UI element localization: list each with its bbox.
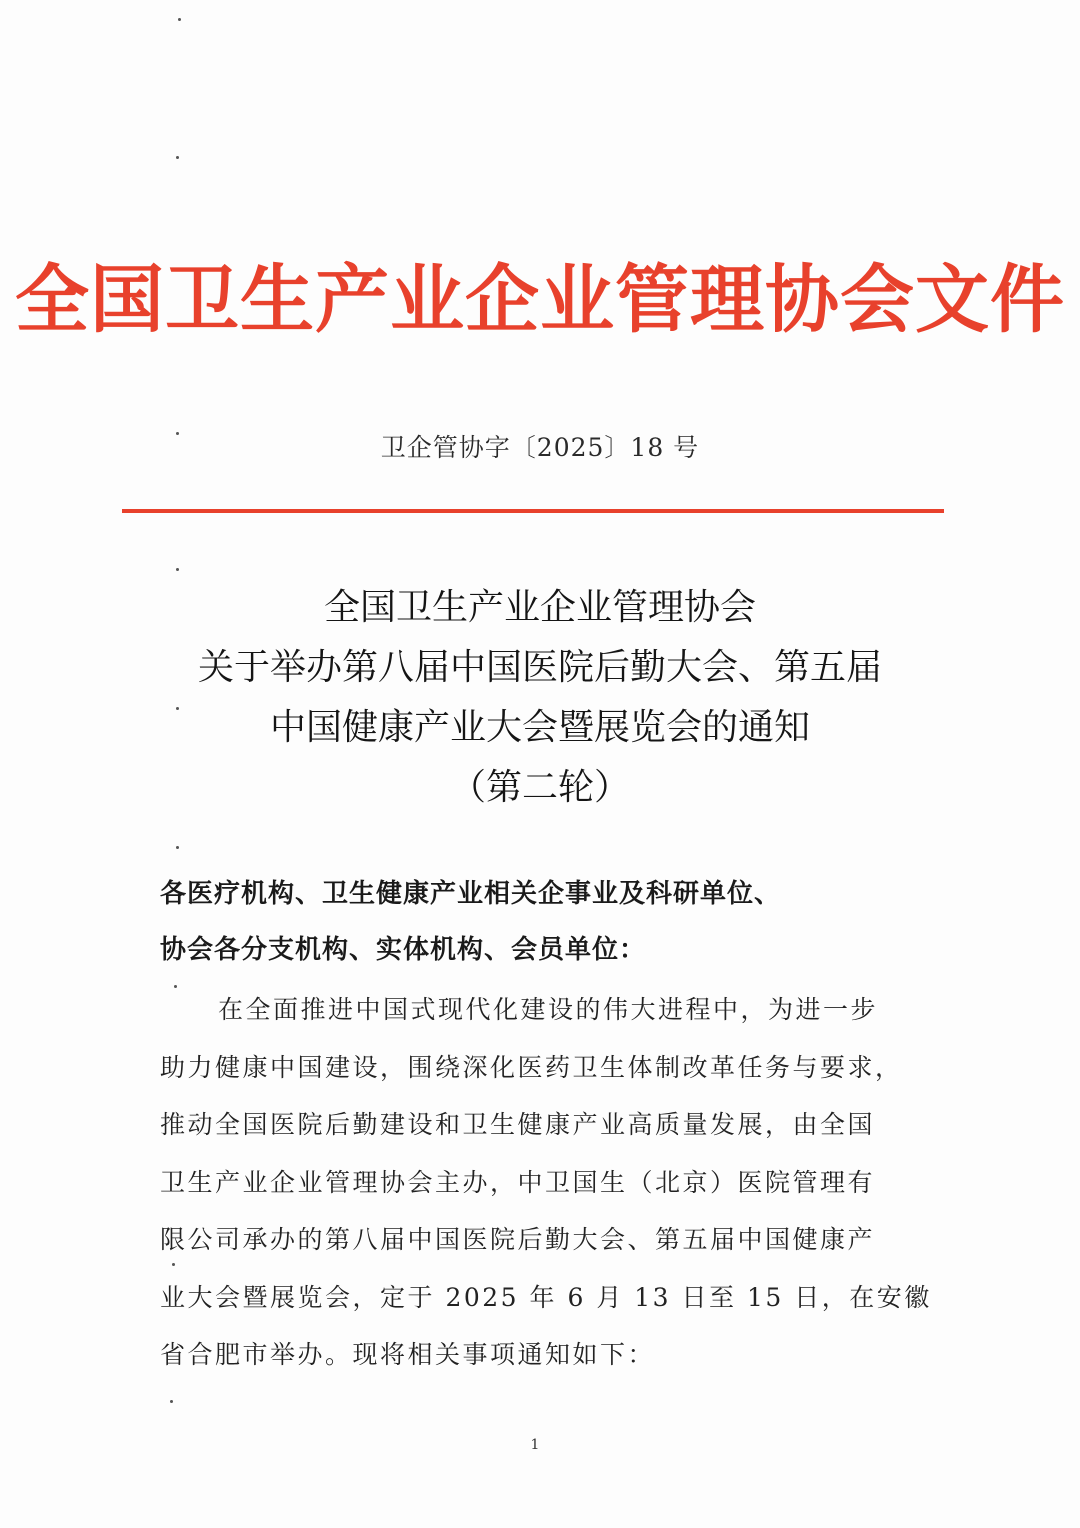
- title-line: 中国健康产业大会暨展览会的通知: [269, 707, 810, 748]
- scan-speck: [178, 18, 181, 21]
- document-number: 卫企管协字〔2025〕18 号: [380, 433, 700, 462]
- masthead-title: 全国卫生产业企业管理协会文件: [15, 257, 1065, 343]
- scan-speck: [170, 1400, 173, 1403]
- scan-speck: [176, 846, 179, 849]
- body-line: 省合肥市举办。现将相关事项通知如下：: [160, 1340, 656, 1369]
- salutation-line: 各医疗机构、卫生健康产业相关企事业及科研单位、: [160, 879, 782, 909]
- body-line: 推动全国医院后勤建设和卫生健康产业高质量发展，由全国: [160, 1110, 876, 1139]
- body-line: 在全面推进中国式现代化建设的伟大进程中，为进一步: [218, 995, 879, 1024]
- notice-title: [0, 578, 1080, 818]
- scan-speck: [176, 568, 179, 571]
- title-line: 关于举办第八届中国医院后勤大会、第五届: [197, 647, 882, 688]
- body-line: 限公司承办的第八届中国医院后勤大会、第五届中国健康产: [160, 1225, 876, 1254]
- body-line: 助力健康中国建设，围绕深化医药卫生体制改革任务与要求，: [160, 1052, 903, 1082]
- salutation: [160, 866, 940, 978]
- scan-speck: [176, 156, 179, 159]
- page-number: 1: [530, 1437, 540, 1453]
- title-line: 全国卫生产业企业管理协会: [323, 587, 756, 628]
- salutation-line: 协会各分支机构、实体机构、会员单位：: [160, 935, 647, 965]
- body-line: 业大会暨展览会，定于 2025 年 6 月 13 日至 15 日，在安徽: [160, 1282, 932, 1312]
- red-divider-line: [122, 509, 944, 513]
- title-line: （第二轮）: [449, 767, 630, 808]
- body-paragraph: [160, 981, 932, 1384]
- body-line: 卫生产业企业管理协会主办，中卫国生（北京）医院管理有: [160, 1167, 876, 1197]
